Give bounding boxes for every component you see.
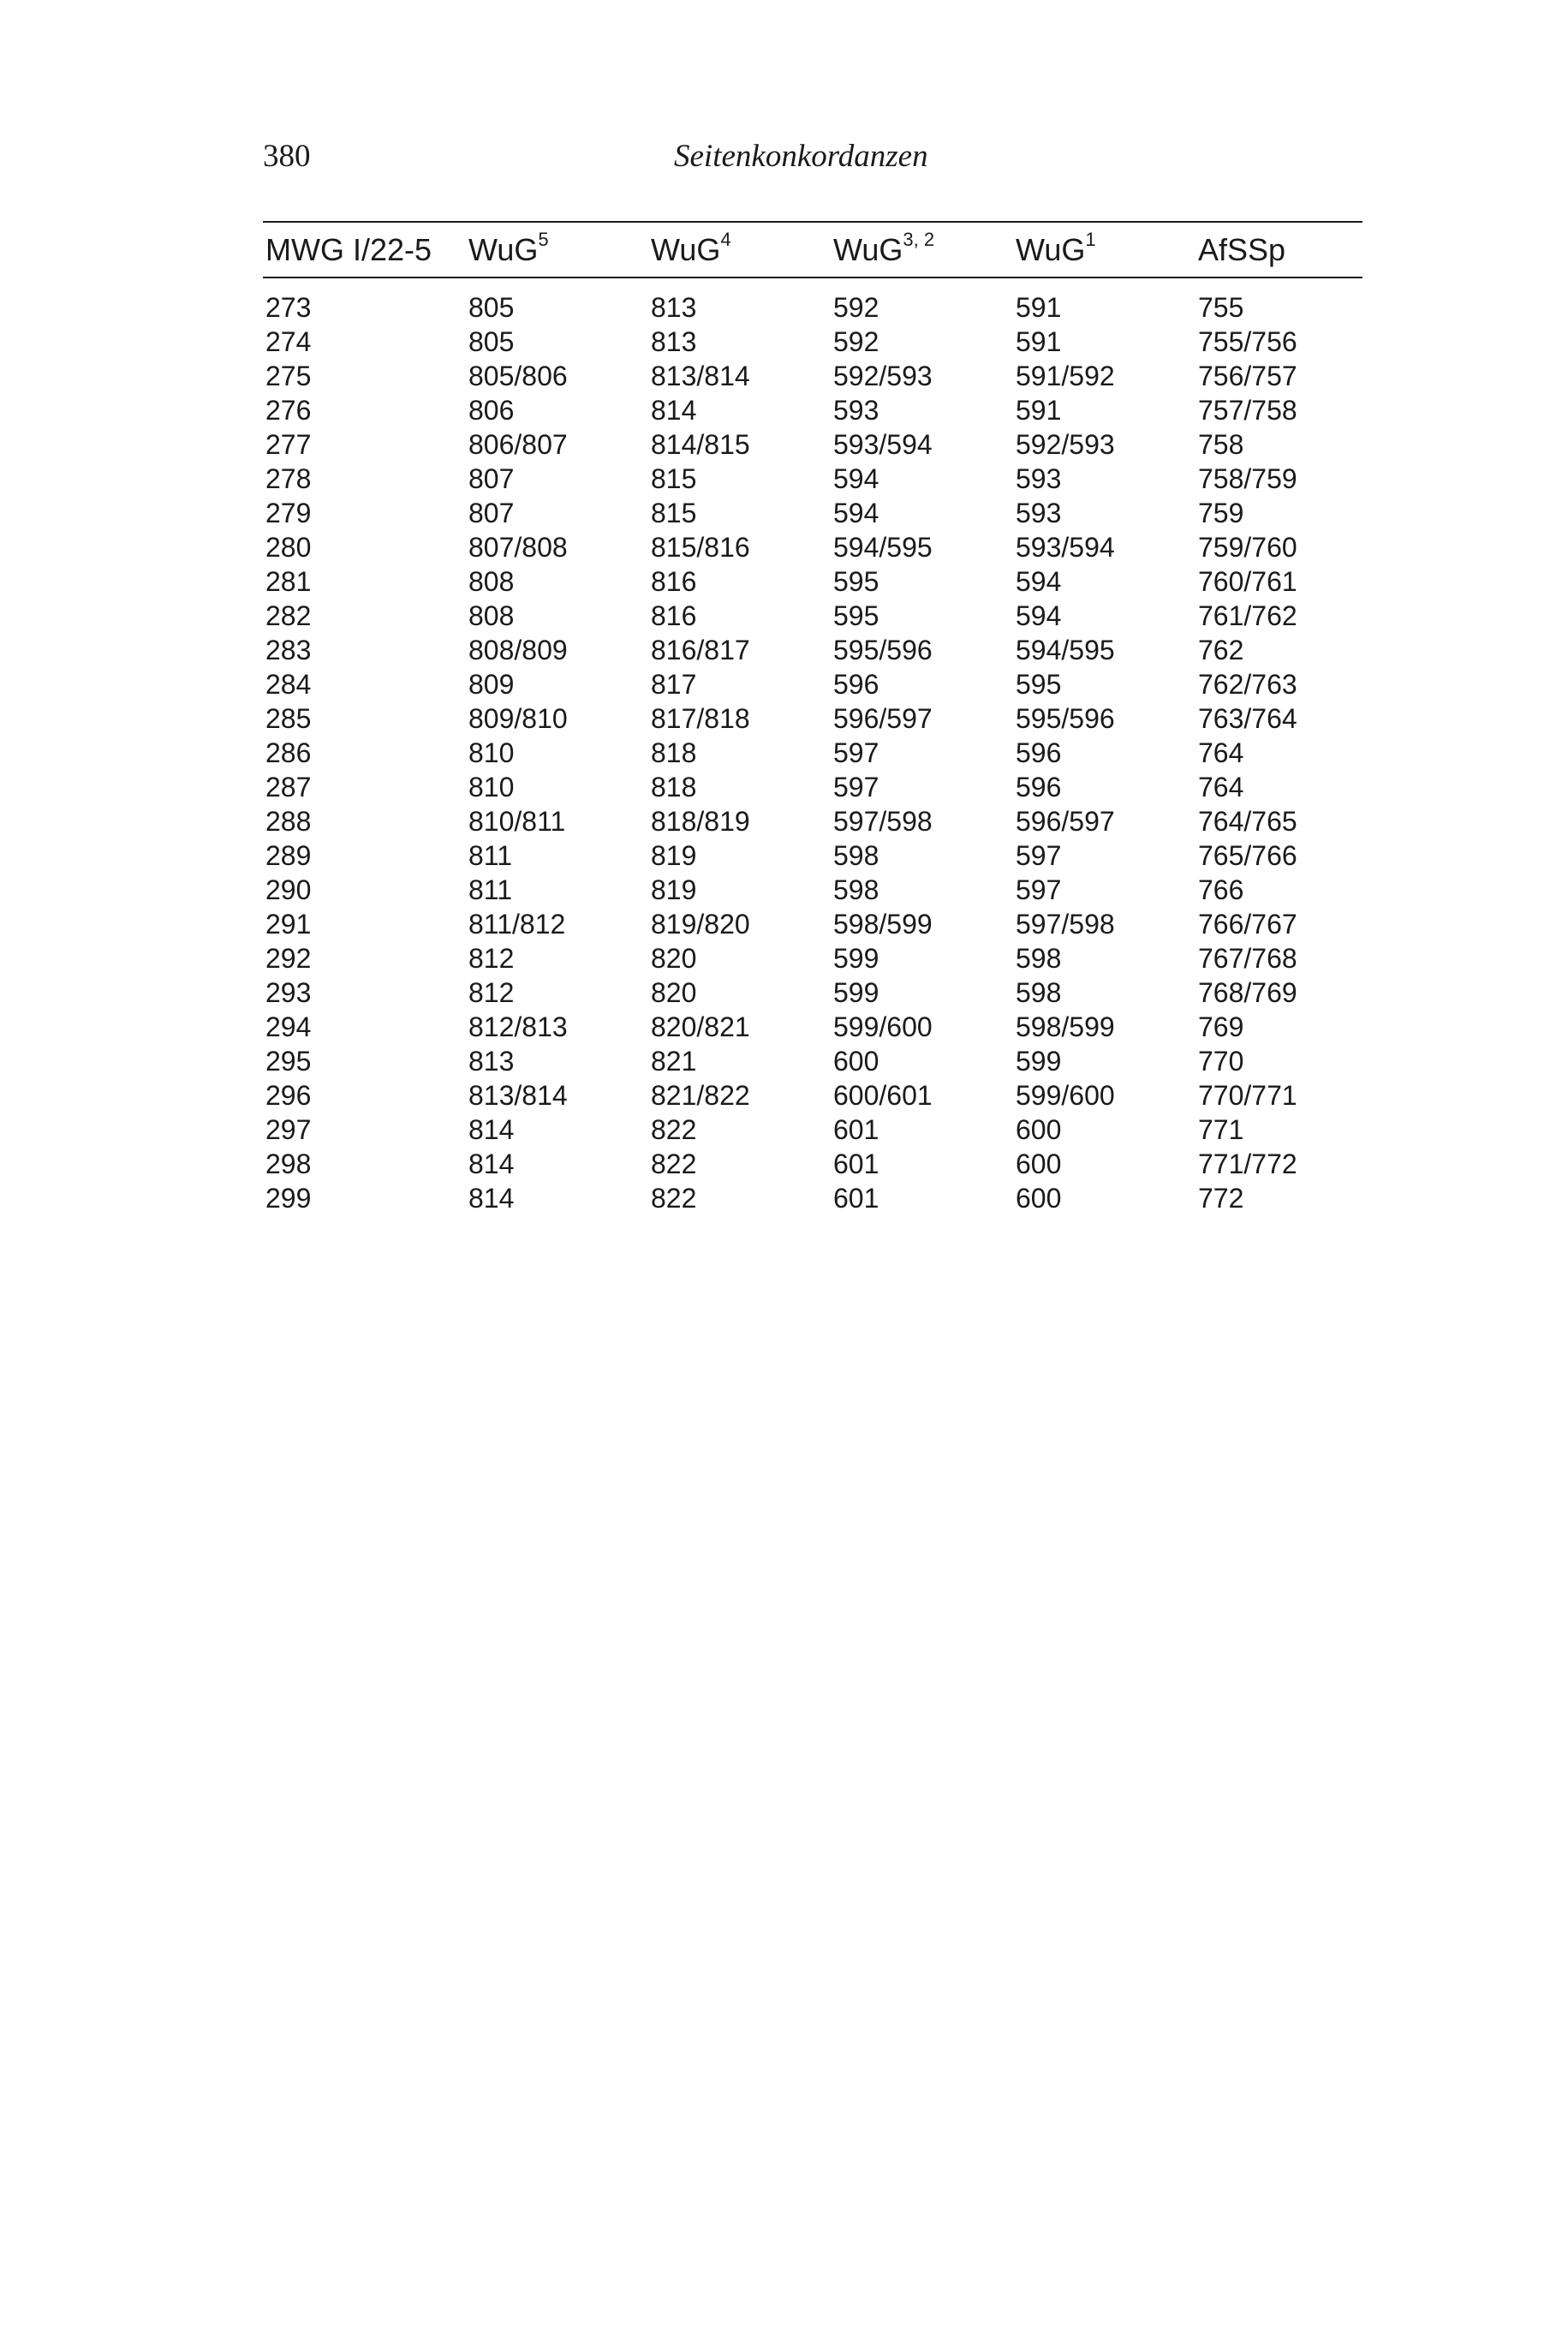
table-cell: 822 <box>651 1113 697 1145</box>
table-cell: 293 <box>265 976 312 1008</box>
table-cell: 815 <box>651 497 697 528</box>
table-cell: 764 <box>1198 771 1244 803</box>
table-cell: 299 <box>265 1182 312 1214</box>
table-cell: 597 <box>1016 839 1062 871</box>
table-cell: 820/821 <box>651 1011 750 1042</box>
table-cell: 805/806 <box>468 360 568 391</box>
table-cell: 760/761 <box>1198 565 1297 597</box>
table-cell: 295 <box>265 1045 312 1077</box>
table-cell: 758/759 <box>1198 462 1297 494</box>
table-row <box>263 1078 1362 1113</box>
table-cell: 766/767 <box>1198 908 1297 940</box>
table-cell: 276 <box>265 394 312 426</box>
table-cell: 599 <box>833 942 879 974</box>
table-cell: 600 <box>1016 1182 1062 1214</box>
table-row <box>263 1147 1362 1181</box>
table-cell: 820 <box>651 976 697 1008</box>
table-row <box>263 701 1362 736</box>
table-cell: 274 <box>265 325 312 357</box>
column-header-superscript: 4 <box>720 228 731 250</box>
column-header-superscript: 1 <box>1085 228 1096 250</box>
table-cell: 279 <box>265 497 312 528</box>
table-header-row <box>263 223 1362 277</box>
table-cell: 289 <box>265 839 312 871</box>
table-cell: 813 <box>651 291 697 323</box>
table-row <box>263 1010 1362 1044</box>
table-cell: 810/811 <box>468 805 566 837</box>
table-cell: 817/818 <box>651 702 750 734</box>
table-cell: 808/809 <box>468 634 568 665</box>
table-cell: 598 <box>1016 976 1062 1008</box>
table-cell: 591 <box>1016 291 1062 323</box>
table-cell: 594 <box>833 497 879 528</box>
table-cell: 822 <box>651 1182 697 1214</box>
table-cell: 809/810 <box>468 702 568 734</box>
table-cell: 810 <box>468 737 515 768</box>
table-cell: 282 <box>265 600 312 631</box>
table-cell: 287 <box>265 771 312 803</box>
table-cell: 815/816 <box>651 531 750 563</box>
table-row <box>263 325 1362 359</box>
table-cell: 592/593 <box>833 360 933 391</box>
table-cell: 592 <box>833 291 879 323</box>
table-cell: 755 <box>1198 291 1244 323</box>
table-cell: 594 <box>1016 565 1062 597</box>
table-cell: 756/757 <box>1198 360 1297 391</box>
table-cell: 755/756 <box>1198 325 1297 357</box>
column-header-text: AfSSp <box>1198 231 1286 267</box>
table-cell: 600 <box>833 1045 879 1077</box>
table-cell: 591/592 <box>1016 360 1115 391</box>
table-cell: 601 <box>833 1113 879 1145</box>
table-cell: 769 <box>1198 1011 1244 1042</box>
table-cell: 806/807 <box>468 428 568 460</box>
table-cell: 819/820 <box>651 908 750 940</box>
table-cell: 771/772 <box>1198 1148 1297 1179</box>
table-cell: 770 <box>1198 1045 1244 1077</box>
table-row <box>263 873 1362 907</box>
table-cell: 285 <box>265 702 312 734</box>
column-header <box>1198 232 1361 268</box>
table-cell: 807 <box>468 497 515 528</box>
table-cell: 758 <box>1198 428 1244 460</box>
table-row <box>263 1044 1362 1078</box>
table-cell: 811 <box>468 874 513 905</box>
table-cell: 593/594 <box>1016 531 1115 563</box>
table-cell: 807 <box>468 462 515 494</box>
table-row <box>263 941 1362 976</box>
table-cell: 277 <box>265 428 312 460</box>
table-cell: 596 <box>1016 771 1062 803</box>
table-row <box>263 976 1362 1010</box>
table-cell: 595 <box>1016 668 1062 700</box>
table-cell: 767/768 <box>1198 942 1297 974</box>
column-header <box>263 232 468 268</box>
table-cell: 596 <box>1016 737 1062 768</box>
table-cell: 813 <box>468 1045 515 1077</box>
table-cell: 298 <box>265 1148 312 1179</box>
table-cell: 281 <box>265 565 312 597</box>
table-cell: 595 <box>833 565 879 597</box>
table-cell: 761/762 <box>1198 600 1297 631</box>
table-cell: 815 <box>651 462 697 494</box>
table-cell: 601 <box>833 1182 879 1214</box>
table-row <box>263 838 1362 873</box>
table-cell: 811 <box>468 839 513 871</box>
table-cell: 599 <box>1016 1045 1062 1077</box>
table-cell: 597/598 <box>833 805 933 837</box>
table-cell: 816/817 <box>651 634 750 665</box>
table-cell: 598/599 <box>1016 1011 1115 1042</box>
table-cell: 819 <box>651 839 697 871</box>
table-cell: 592 <box>833 325 879 357</box>
table-cell: 599/600 <box>833 1011 933 1042</box>
table-cell: 595/596 <box>1016 702 1115 734</box>
table-cell: 593 <box>833 394 879 426</box>
table-cell: 811/812 <box>468 908 566 940</box>
table-cell: 821 <box>651 1045 697 1077</box>
column-header-superscript: 5 <box>538 228 549 250</box>
table-cell: 594/595 <box>1016 634 1115 665</box>
table-cell: 764/765 <box>1198 805 1297 837</box>
table-row <box>263 736 1362 770</box>
table-cell: 819 <box>651 874 697 905</box>
table-cell: 817 <box>651 668 697 700</box>
table-cell: 595 <box>833 600 879 631</box>
table-row <box>263 907 1362 941</box>
table-cell: 598/599 <box>833 908 933 940</box>
table-row <box>263 667 1362 701</box>
table-cell: 808 <box>468 600 515 631</box>
table-cell: 594 <box>1016 600 1062 631</box>
table-cell: 770/771 <box>1198 1079 1297 1111</box>
table-cell: 297 <box>265 1113 312 1145</box>
table-cell: 822 <box>651 1148 697 1179</box>
table-cell: 814/815 <box>651 428 750 460</box>
table-cell: 273 <box>265 291 312 323</box>
table-cell: 771 <box>1198 1113 1244 1145</box>
table-cell: 768/769 <box>1198 976 1297 1008</box>
page-number: 380 <box>263 139 311 174</box>
table-cell: 280 <box>265 531 312 563</box>
table-cell: 814 <box>468 1113 515 1145</box>
table-cell: 812 <box>468 942 515 974</box>
table-cell: 294 <box>265 1011 312 1042</box>
table-cell: 818/819 <box>651 805 750 837</box>
table-cell: 820 <box>651 942 697 974</box>
table-cell: 593/594 <box>833 428 933 460</box>
table-cell: 814 <box>651 394 697 426</box>
table-cell: 591 <box>1016 394 1062 426</box>
table-cell: 765/766 <box>1198 839 1297 871</box>
column-header-text: WuG <box>651 231 721 267</box>
table-row <box>263 633 1362 667</box>
table-cell: 816 <box>651 565 697 597</box>
table-cell: 818 <box>651 771 697 803</box>
table-row <box>263 393 1362 427</box>
table-cell: 600 <box>1016 1148 1062 1179</box>
table-cell: 763/764 <box>1198 702 1297 734</box>
table-cell: 291 <box>265 908 312 940</box>
table-cell: 598 <box>1016 942 1062 974</box>
table-row <box>263 804 1362 838</box>
table-cell: 593 <box>1016 462 1062 494</box>
table-cell: 601 <box>833 1148 879 1179</box>
table-cell: 764 <box>1198 737 1244 768</box>
table-cell: 597/598 <box>1016 908 1115 940</box>
table-cell: 598 <box>833 839 879 871</box>
table-cell: 806 <box>468 394 515 426</box>
column-header <box>833 228 1016 268</box>
table-row <box>263 290 1362 325</box>
table-cell: 597 <box>833 737 879 768</box>
table-cell: 597 <box>1016 874 1062 905</box>
running-head <box>263 135 1359 178</box>
table-cell: 283 <box>265 634 312 665</box>
table-cell: 292 <box>265 942 312 974</box>
table-cell: 593 <box>1016 497 1062 528</box>
table-cell: 284 <box>265 668 312 700</box>
table-cell: 600/601 <box>833 1079 933 1111</box>
column-header-superscript: 3, 2 <box>903 228 935 250</box>
column-header-text: WuG <box>833 231 903 267</box>
table-cell: 816 <box>651 600 697 631</box>
table-cell: 594 <box>833 462 879 494</box>
column-header-text: MWG I/22-5 <box>265 231 432 267</box>
table-cell: 599 <box>833 976 879 1008</box>
table-row <box>263 1181 1362 1215</box>
table-cell: 598 <box>833 874 879 905</box>
table-cell: 592/593 <box>1016 428 1115 460</box>
table-cell: 807/808 <box>468 531 568 563</box>
table-cell: 759 <box>1198 497 1244 528</box>
table-cell: 596/597 <box>833 702 933 734</box>
column-header-text: WuG <box>1016 231 1086 267</box>
table-row <box>263 359 1362 393</box>
table-cell: 591 <box>1016 325 1062 357</box>
table-cell: 596 <box>833 668 879 700</box>
table-cell: 812/813 <box>468 1011 568 1042</box>
table-cell: 599/600 <box>1016 1079 1115 1111</box>
table-cell: 766 <box>1198 874 1244 905</box>
column-header-text: WuG <box>468 231 539 267</box>
table-cell: 814 <box>468 1182 515 1214</box>
table-cell: 821/822 <box>651 1079 750 1111</box>
table-cell: 762 <box>1198 634 1244 665</box>
table-cell: 813/814 <box>468 1079 568 1111</box>
table-cell: 813/814 <box>651 360 750 391</box>
table-row <box>263 564 1362 599</box>
table-row <box>263 496 1362 530</box>
table-cell: 813 <box>651 325 697 357</box>
table-row <box>263 599 1362 633</box>
table-row <box>263 462 1362 496</box>
table-cell: 772 <box>1198 1182 1244 1214</box>
table-cell: 290 <box>265 874 312 905</box>
table-cell: 275 <box>265 360 312 391</box>
table-cell: 288 <box>265 805 312 837</box>
table-cell: 809 <box>468 668 515 700</box>
table-row <box>263 427 1362 462</box>
table-cell: 597 <box>833 771 879 803</box>
table-cell: 596/597 <box>1016 805 1115 837</box>
column-header <box>1016 228 1198 268</box>
table-cell: 278 <box>265 462 312 494</box>
table-cell: 600 <box>1016 1113 1062 1145</box>
table-cell: 805 <box>468 291 515 323</box>
table-cell: 805 <box>468 325 515 357</box>
table-row <box>263 530 1362 564</box>
table-row <box>263 770 1362 804</box>
column-header <box>651 228 833 268</box>
table-cell: 762/763 <box>1198 668 1297 700</box>
table-cell: 810 <box>468 771 515 803</box>
table-cell: 296 <box>265 1079 312 1111</box>
table-cell: 286 <box>265 737 312 768</box>
running-title: Seitenkonkordanzen <box>674 139 928 174</box>
table-cell: 814 <box>468 1148 515 1179</box>
table-cell: 595/596 <box>833 634 933 665</box>
column-header <box>468 228 651 268</box>
table-cell: 808 <box>468 565 515 597</box>
table-cell: 757/758 <box>1198 394 1297 426</box>
concordance-table <box>263 221 1362 1215</box>
table-cell: 594/595 <box>833 531 933 563</box>
table-cell: 818 <box>651 737 697 768</box>
table-cell: 759/760 <box>1198 531 1297 563</box>
table-cell: 812 <box>468 976 515 1008</box>
table-row <box>263 1113 1362 1147</box>
table-body <box>263 278 1362 1215</box>
